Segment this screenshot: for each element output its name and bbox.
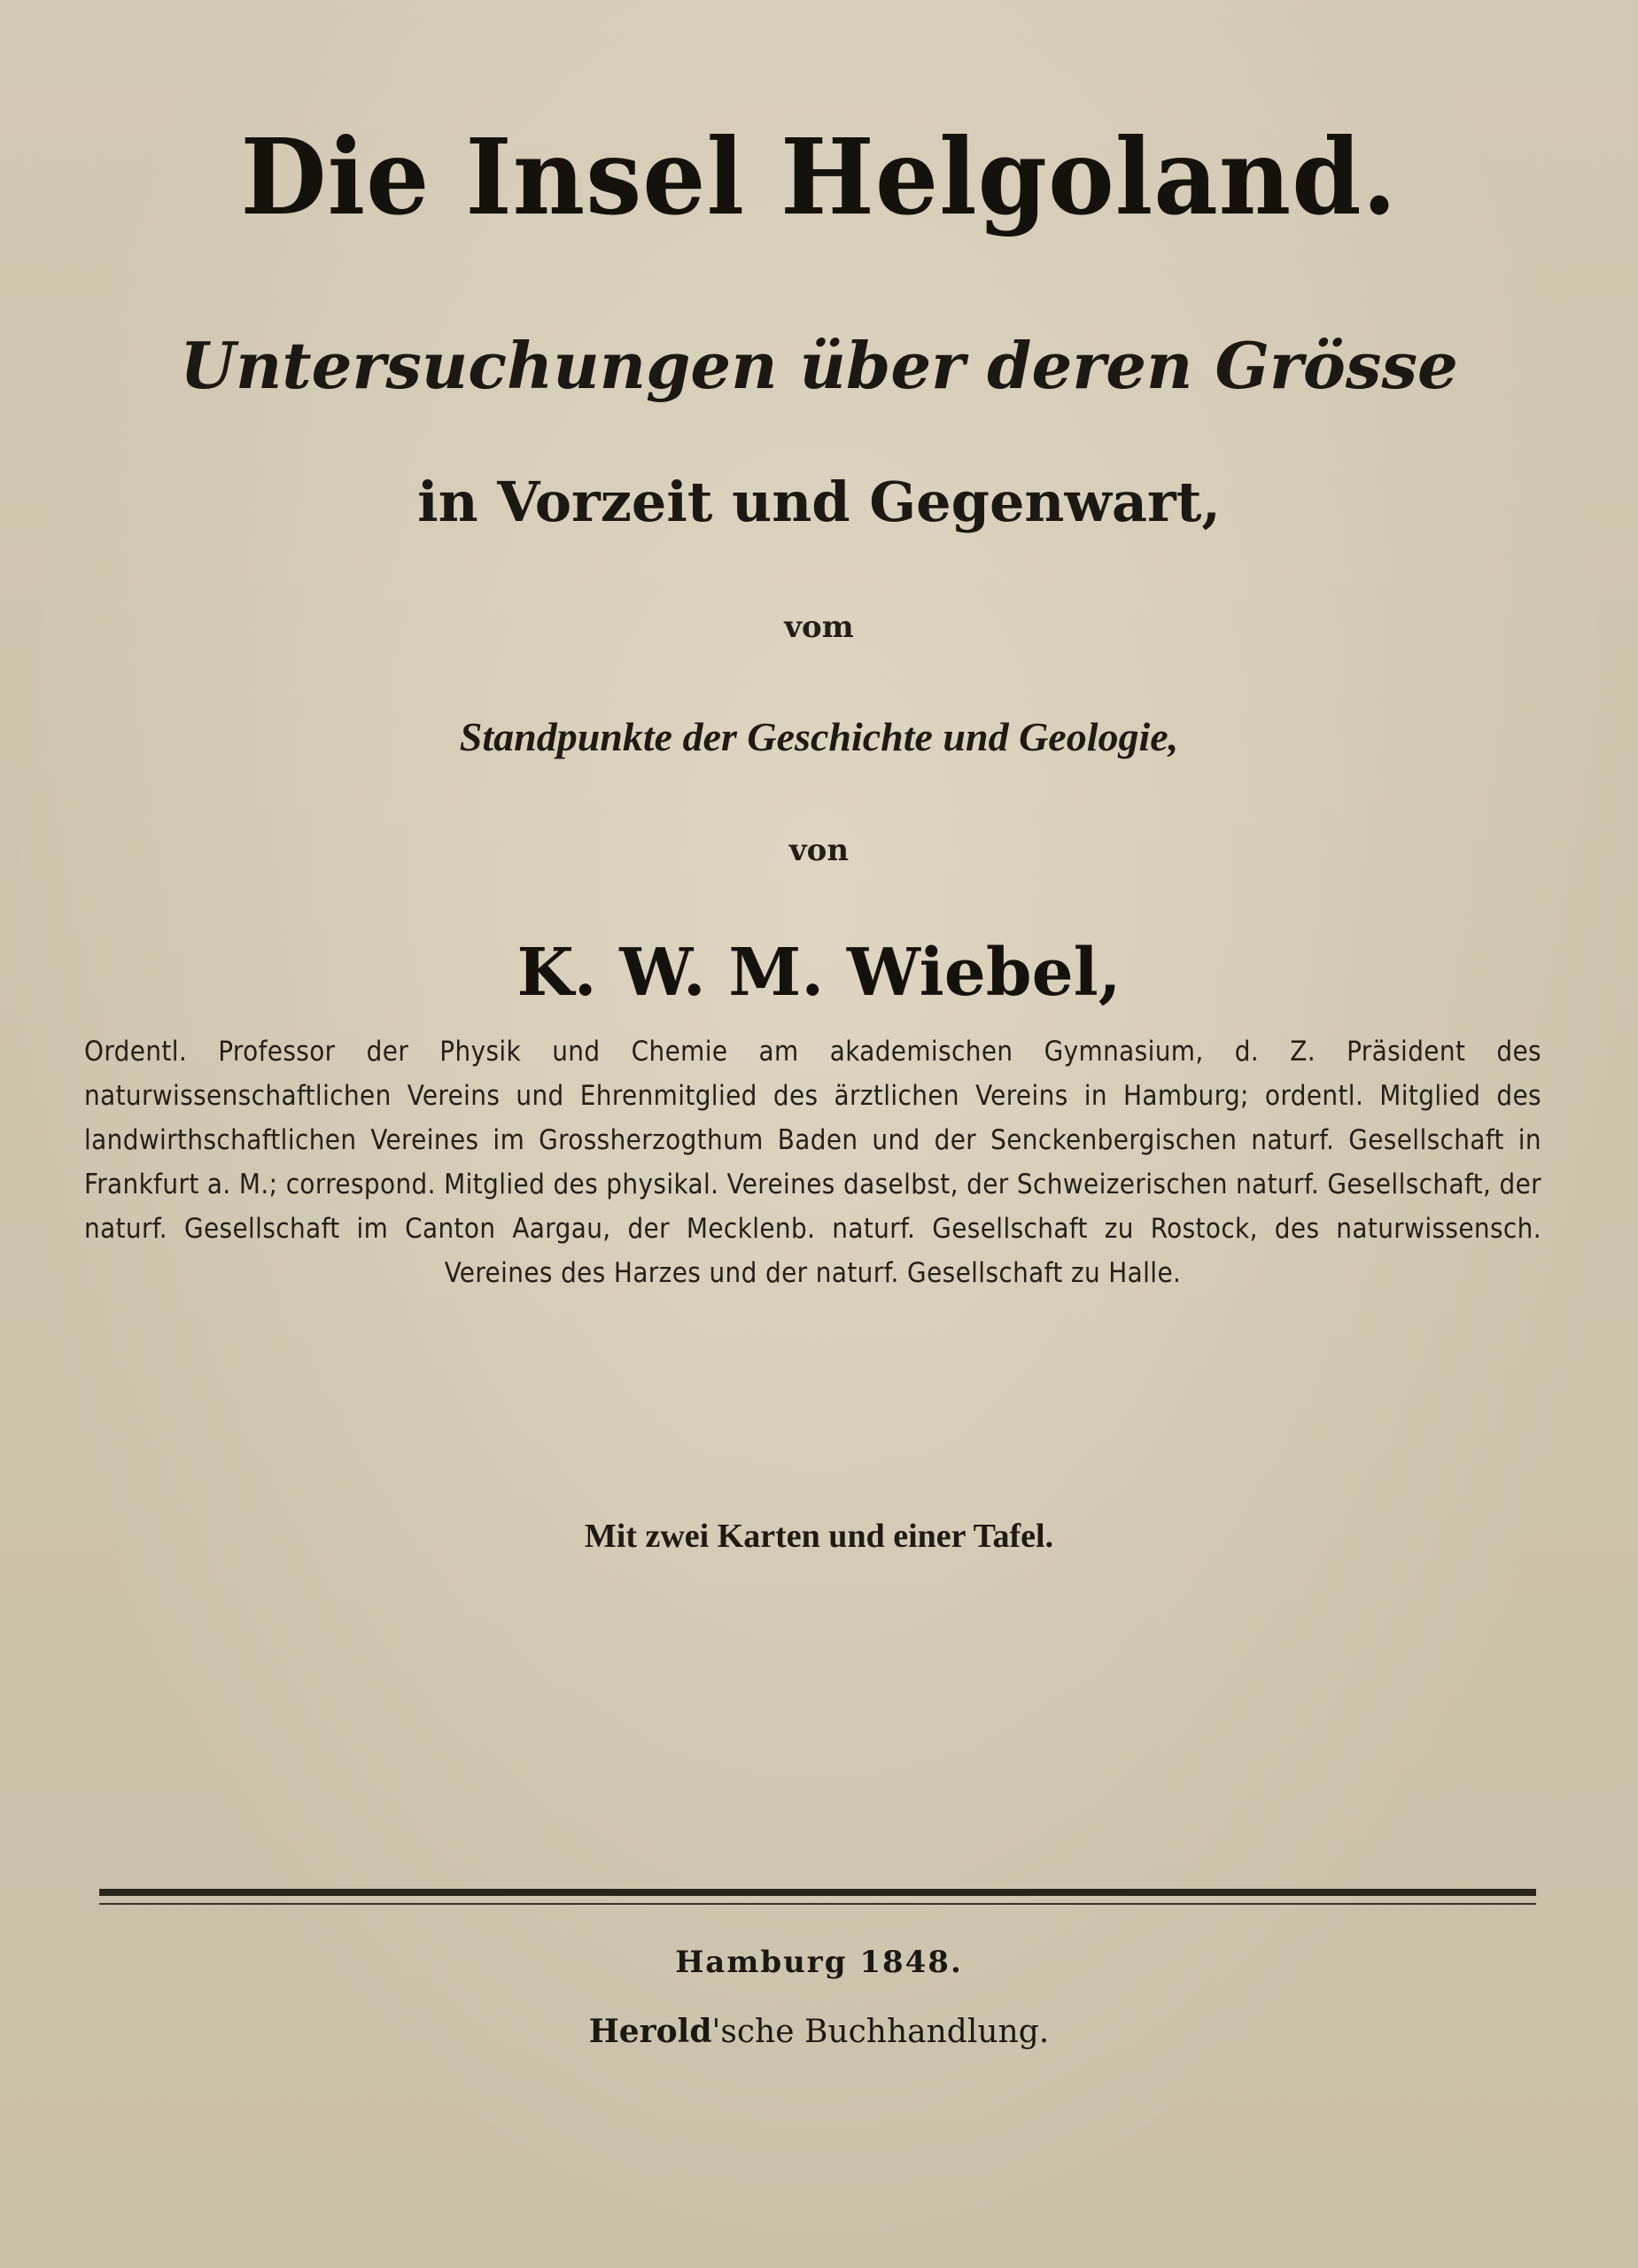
divider-thick <box>99 1889 1536 1896</box>
divider-thin <box>99 1903 1536 1905</box>
maps-note: Mit zwei Karten und einer Tafel. <box>584 1518 1054 1555</box>
author-credentials: Ordentl. Professor der Physik und Chemie am akademischen Gymnasium, d. Z. Präsident des naturwissenschaftlichen Vereins und Ehrenmitglied des ärztlichen Vereins in Hamburg; ordentl. Mitglied des landwirthschaftlichen Vereines im Grossherzogthum Baden und der Senckenbergischen naturf. Gesellschaft in Frankfurt a. M.; correspond. Mitglied des physikal. Vereines daselbst, der Schweizerischen naturf. Gesellschaft, der naturf. Gesellschaft im Canton Aargau, der Mecklenb. naturf. Gesellschaft zu Rostock, des naturwissensch. Vereines des Harzes und der naturf. Gesellschaft zu Halle. <box>84 1036 1541 1289</box>
publisher-suffix: 'sche Buchhandlung. <box>711 2014 1050 2050</box>
book-subtitle-continued: in Vorzeit und Gegenwart, <box>417 470 1221 534</box>
author-name: K. W. M. Wiebel, <box>516 935 1122 1011</box>
preposition-vom: vom <box>784 610 854 645</box>
publisher-name: Herold <box>588 2013 712 2050</box>
imprint-publisher <box>0 2013 1638 2050</box>
imprint-place-year: Hamburg 1848. <box>675 1945 963 1980</box>
book-standpoint: Standpunkte der Geschichte und Geologie, <box>459 714 1179 759</box>
preposition-von: von <box>788 833 850 868</box>
book-subtitle: Untersuchungen über deren Grösse <box>180 328 1458 403</box>
book-title: Die Insel Helgoland. <box>240 116 1398 239</box>
bleed-through-texture <box>89 230 1550 594</box>
